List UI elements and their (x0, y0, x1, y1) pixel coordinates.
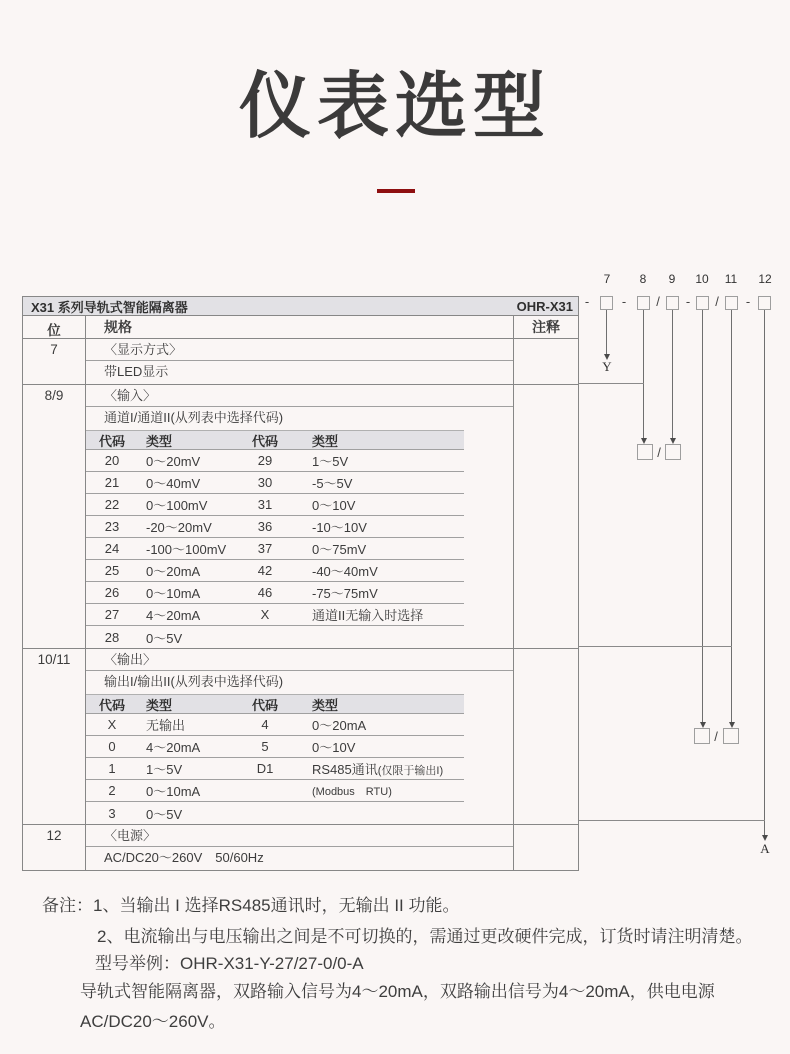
type-cell: 1～5V (146, 762, 183, 777)
type-cell: RS485通讯(仅限于输出I) (312, 762, 444, 777)
note-cell (513, 339, 578, 384)
code-cell: 25 (104, 563, 120, 578)
type-cell: 0～10V (312, 740, 356, 755)
code-cell: 29 (257, 453, 273, 468)
output-code-box-2 (723, 728, 739, 744)
series-title: X31 系列导轨式智能隔离器 (31, 299, 188, 315)
code-cell: 3 (108, 805, 116, 821)
type-cell: -40～40mV (312, 564, 378, 579)
code-row (86, 736, 464, 758)
note-cell (513, 825, 578, 870)
note-line: 型号举例：OHR-X31-Y-27/27-0/0-A (95, 954, 364, 973)
section-pos: 7 (23, 339, 86, 384)
code-row (86, 450, 464, 472)
code-table-header (86, 430, 464, 450)
model-prefix: OHR-X31 (516, 298, 573, 314)
code-row (86, 758, 464, 780)
spec-line: 〈电源〉 (86, 825, 513, 847)
table-header-band (23, 297, 578, 315)
connector-power-section (578, 820, 765, 821)
type-cell: 0～5V (146, 630, 183, 646)
type-cell: 0～20mV (146, 454, 201, 469)
code-cell: 22 (104, 497, 120, 512)
code-cell: 20 (104, 453, 120, 468)
section-pos: 12 (23, 825, 86, 870)
digit-position-label: 8 (639, 272, 647, 286)
input-code-box-1 (637, 444, 653, 460)
type-cell: 0～40mV (146, 476, 201, 491)
type-cell: -20～20mV (146, 520, 212, 535)
column-header-row (23, 315, 578, 338)
type-cell: 4～20mA (146, 740, 201, 755)
section-power (23, 824, 578, 870)
col-position: 位 (23, 316, 86, 338)
code-cell: 21 (104, 475, 120, 490)
code-separator: - (584, 294, 590, 309)
type-cell: 0～10mA (146, 784, 201, 799)
type-col-label: 类型 (146, 434, 173, 449)
type-cell: 0～5V (146, 806, 183, 822)
section-pos: 8/9 (23, 385, 86, 648)
code-cell: 2 (108, 783, 116, 798)
leader-line-8 (643, 310, 644, 438)
title-underline-rule (377, 189, 415, 193)
spec-line: 〈输入〉 (86, 385, 513, 407)
code-row (86, 802, 464, 824)
type-cell: -10～10V (312, 520, 367, 535)
code-cell: 36 (257, 519, 273, 534)
code-row (86, 472, 464, 494)
code-box-7 (600, 296, 613, 310)
type-cell: -75～75mV (312, 586, 378, 601)
code-cell: 31 (257, 497, 273, 512)
connector-output-section (578, 646, 732, 647)
spec-line: 〈输出〉 (86, 649, 513, 671)
input-code-box-2 (665, 444, 681, 460)
code-col-label: 代码 (251, 698, 278, 713)
code-cell: 5 (261, 739, 269, 754)
code-cell: 26 (104, 585, 120, 600)
connector-display-row (578, 383, 644, 384)
code-row (86, 604, 464, 626)
type-cell: (Modbus RTU) (312, 785, 392, 798)
type-cell: 无输出 (146, 718, 186, 733)
digit-position-label: 10 (695, 272, 709, 286)
leader-line-11 (731, 310, 732, 722)
code-cell: 0 (108, 739, 116, 754)
page-title: 仪表选型 (238, 67, 551, 147)
note-line: 备注：1、当输出 I 选择RS485通讯时，无输出 II 功能。 (42, 896, 460, 915)
leader-line-10 (702, 310, 703, 722)
code-cell: 4 (261, 717, 269, 732)
type-cell: 0～75mV (312, 542, 367, 557)
spec-line: AC/DC20～260V 50/60Hz (104, 850, 264, 865)
model-selection-table (22, 296, 579, 871)
code-cell: 37 (257, 541, 273, 556)
power-code-label: A (760, 841, 770, 856)
code-row (86, 582, 464, 604)
col-spec: 规格 (104, 319, 132, 335)
spec-line: 输出I/输出II(从列表中选择代码) (104, 674, 284, 689)
spec-line: 带LED显示 (104, 364, 169, 379)
digit-position-label: 7 (603, 272, 611, 286)
code-col-label: 代码 (251, 434, 278, 449)
note-cell (513, 649, 578, 824)
code-separator: - (621, 294, 627, 309)
code-row (86, 560, 464, 582)
input-code-table (86, 450, 464, 648)
note-line: 2、电流输出与电压输出之间是不可切换的，需通过更改硬件完成，订货时请注明清楚。 (97, 927, 753, 946)
code-box-8 (637, 296, 650, 310)
type-cell: 0～100mV (146, 498, 208, 513)
code-row (86, 494, 464, 516)
code-col-label: 代码 (98, 698, 125, 713)
code-cell: X (260, 607, 270, 622)
output-code-table (86, 714, 464, 824)
digit-position-label: 11 (724, 272, 738, 286)
digit-position-label: 12 (758, 272, 772, 286)
code-cell: D1 (256, 761, 274, 776)
type-col-label: 类型 (312, 698, 339, 713)
spec-line: 通道I/通道II(从列表中选择代码) (104, 410, 284, 425)
code-cell: 42 (257, 563, 273, 578)
section-output (23, 648, 578, 824)
col-note: 注释 (513, 316, 578, 338)
code-row (86, 516, 464, 538)
code-cell: 27 (104, 607, 120, 622)
leader-line-9 (672, 310, 673, 438)
code-box-11 (725, 296, 738, 310)
pair-slash: / (657, 445, 661, 460)
code-cell: X (107, 717, 117, 732)
type-cell: 4～20mA (146, 608, 201, 623)
code-separator: - (745, 294, 751, 309)
type-col-label: 类型 (312, 434, 339, 449)
code-separator: / (715, 294, 719, 309)
type-col-label: 类型 (146, 698, 173, 713)
code-cell: 24 (104, 541, 120, 556)
section-display (23, 338, 578, 384)
code-cell: 1 (108, 761, 116, 776)
code-box-10 (696, 296, 709, 310)
code-table-header (86, 694, 464, 714)
code-row (86, 626, 464, 648)
type-cell: 0～20mA (312, 718, 367, 733)
code-separator: / (656, 294, 660, 309)
type-cell: -100～100mV (146, 542, 227, 557)
code-row (86, 714, 464, 736)
type-cell: -5～5V (312, 476, 353, 491)
spec-line: 〈显示方式〉 (86, 339, 513, 361)
leader-line-12 (764, 310, 765, 835)
pair-slash: / (714, 729, 718, 744)
note-line: 导轨式智能隔离器，双路输入信号为4～20mA，双路输出信号为4～20mA，供电电源 (80, 982, 715, 1001)
type-cell: 0～10mA (146, 586, 201, 601)
output-code-box-1 (694, 728, 710, 744)
code-col-label: 代码 (98, 434, 125, 449)
digit-position-label: 9 (668, 272, 676, 286)
code-cell: 46 (257, 585, 273, 600)
section-input (23, 384, 578, 648)
type-cell: 0～20mA (146, 564, 201, 579)
code-cell: 23 (104, 519, 120, 534)
note-cell (513, 385, 578, 648)
code-cell: 30 (257, 475, 273, 490)
code-separator: - (685, 294, 691, 309)
code-row (86, 780, 464, 802)
code-box-9 (666, 296, 679, 310)
code-box-12 (758, 296, 771, 310)
note-line: AC/DC20～260V。 (80, 1012, 226, 1031)
type-cell: 0～10V (312, 498, 356, 513)
section-pos: 10/11 (23, 649, 86, 824)
type-cell: 1～5V (312, 454, 349, 469)
code-cell: 28 (104, 629, 120, 645)
type-cell: 通道II无输入时选择 (312, 608, 424, 623)
leader-line-7 (606, 310, 607, 354)
code-row (86, 538, 464, 560)
display-code-label: Y (602, 359, 612, 374)
